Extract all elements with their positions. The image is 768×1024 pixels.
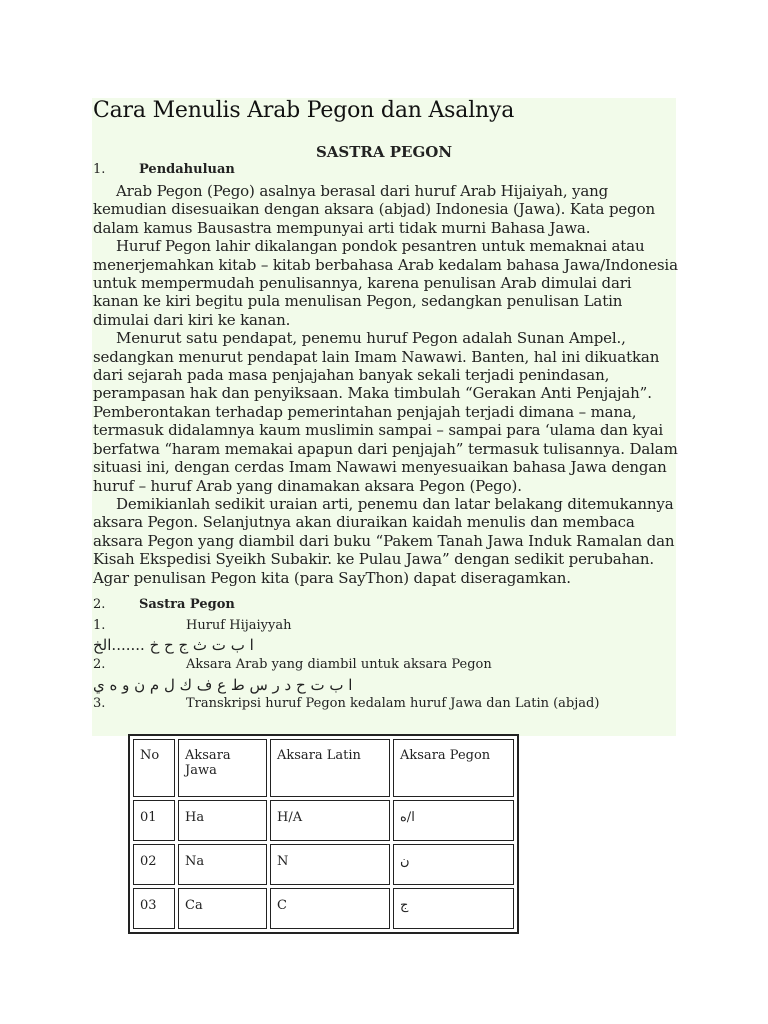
- subsection-2: [93, 657, 492, 672]
- cell-jawa: Ha: [178, 800, 267, 841]
- section-2-label: Sastra Pegon: [139, 597, 235, 612]
- section-1-number: 1.: [93, 162, 106, 177]
- paragraph: Arab Pegon (Pego) asalnya berasal dari huruf Arab Hijaiyah, yang kemudian disesuaikan dengan aksara (abjad) Indonesia (Jawa). Kata pegon dalam kamus Bausastra mempunyai arti tidak murni Bahasa Jawa.: [93, 182, 655, 237]
- page-title: Cara Menulis Arab Pegon dan Asalnya: [93, 98, 515, 123]
- paragraph: Menurut satu pendapat, penemu huruf Pegon adalah Sunan Ampel., sedangkan menurut pendapat lain Imam Nawawi. Banten, hal ini dikuatkan dari sejarah pada masa penjajahan banyak sekali terjadi penindasan, perampasan hak dan penyiksaan. Maka timbulah “Gerakan Anti Penjajah”. Pemberontakan terhadap pemerintahan penjajah terjadi dimana – mana, termasuk didalamnya kaum muslimin sampai – sampai para ‘ulama dan kyai berfatwa “haram memakai apapun dari penjajah” termasuk tulisannya. Dalam situasi ini, dengan cerdas Imam Nawawi menyesuaikan bahasa Jawa dengan huruf – huruf Arab yang dinamakan aksara Pegon (Pego).: [93, 329, 678, 495]
- cell-jawa: Ca: [178, 888, 267, 929]
- cell-pegon: ا/ه: [393, 800, 514, 841]
- subsection-1-number: 1.: [93, 618, 106, 633]
- cell-latin: N: [270, 844, 390, 885]
- subsection-3-label: Transkripsi huruf Pegon kedalam huruf Jawa dan Latin (abjad): [186, 696, 600, 711]
- cell-pegon: ن: [393, 844, 514, 885]
- header-aksara-pegon: Aksara Pegon: [393, 739, 514, 797]
- cell-latin: C: [270, 888, 390, 929]
- cell-no: 02: [133, 844, 175, 885]
- pegon-letters: ا ب ت ح د ر س ط ع ف ك ل م ن و ه ي: [93, 676, 353, 694]
- table-row: [133, 888, 514, 929]
- subsection-2-number: 2.: [93, 657, 106, 672]
- cell-jawa: Na: [178, 844, 267, 885]
- header-aksara-jawa: Aksara Jawa: [178, 739, 267, 797]
- subsection-1-label: Huruf Hijaiyyah: [186, 618, 292, 633]
- paragraph: Huruf Pegon lahir dikalangan pondok pesantren untuk memaknai atau menerjemahkan kitab – kitab berbahasa Arab kedalam bahasa Jawa/Indonesia untuk mempermudah penulisannya, karena penulisan Arab dimulai dari kanan ke kiri begitu pula menulisan Pegon, sedangkan penulisan Latin dimulai dari kiri ke kanan.: [93, 237, 678, 329]
- header-aksara-latin: Aksara Latin: [270, 739, 390, 797]
- intro-body: [93, 182, 679, 587]
- transcription-table: [128, 734, 519, 934]
- section-1-heading: [93, 162, 235, 177]
- cell-no: 01: [133, 800, 175, 841]
- hijaiyah-letters: ا ب ت ث ج ح خ .......الخ: [93, 636, 254, 654]
- table-row: [133, 800, 514, 841]
- cell-pegon: ج: [393, 888, 514, 929]
- subsection-2-label: Aksara Arab yang diambil untuk aksara Pegon: [186, 657, 492, 672]
- cell-latin: H/A: [270, 800, 390, 841]
- subsection-3-number: 3.: [93, 696, 106, 711]
- section-heading: SASTRA PEGON: [315, 143, 453, 161]
- table-header-row: [133, 739, 514, 797]
- table-row: [133, 844, 514, 885]
- section-2-number: 2.: [93, 597, 106, 612]
- paragraph: Demikianlah sedikit uraian arti, penemu dan latar belakang ditemukannya aksara Pegon. Selanjutnya akan diuraikan kaidah menulis dan membaca aksara Pegon yang diambil dari buku “Pakem Tanah Jawa Induk Ramalan dan Kisah Ekspedisi Syeikh Subakir. ke Pulau Jawa” dengan sedikit perubahan. Agar penulisan Pegon kita (para SayThon) dapat diseragamkan.: [93, 494, 675, 587]
- cell-no: 03: [133, 888, 175, 929]
- section-2-heading: [93, 597, 235, 612]
- section-1-label: Pendahuluan: [139, 162, 235, 177]
- header-no: No: [133, 739, 175, 797]
- subsection-3: [93, 696, 599, 711]
- subsection-1: [93, 618, 292, 633]
